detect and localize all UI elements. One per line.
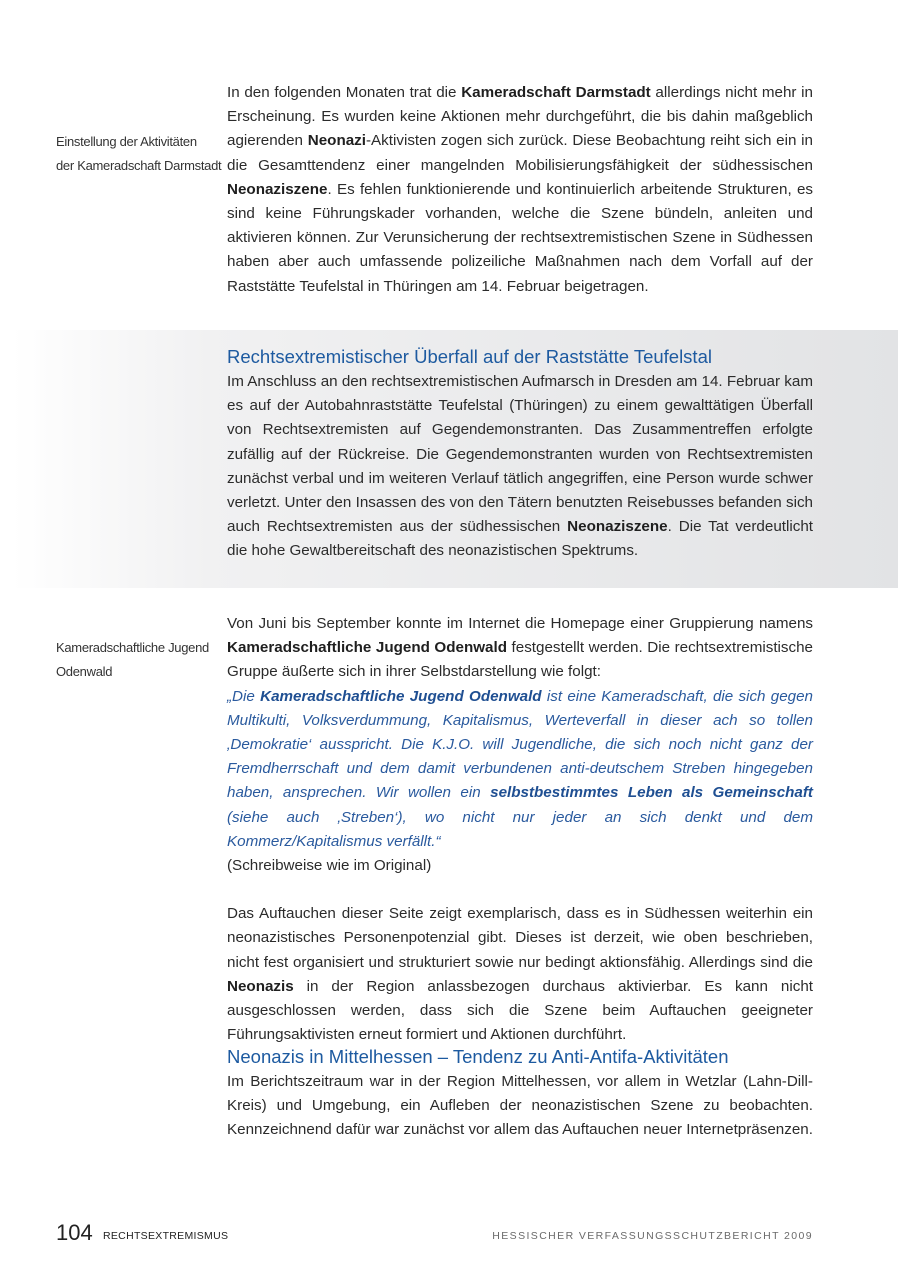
paragraph-text: Im Berichtszeitraum war in der Region Mittelhessen, vor allem in Wetzlar (Lahn-Dill-Kreis) und Umgebung, ein Aufleben der neonazistischen Szene zu beobachten. Kennzeichnend dafür war zunächst vor allem das Auftauchen neuer Internetpräsenzen. xyxy=(227,1073,813,1139)
margin-label-line: Odenwald xyxy=(56,664,113,679)
footer-section-title: RECHTSEXTREMISMUS xyxy=(103,1230,229,1242)
paragraph-text: Das Auftauchen dieser Seite zeigt exemplarisch, dass es in Südhessen weiterhin ein neonazistisches Personenpotenzial gibt. Dieses ist derzeit, wie oben beschrieben, nicht fest organisiert und strukturiert sowie nur bedingt aktionsfähig. Allerdings sind die Neonazis in der Region anlassbezogen durchaus aktivierbar. Es kann nicht ausgeschlossen werden, dass sich die Szene beim Auftauchen geeigneter Führungsaktivisten erneut formiert und Aktionen durchführt. xyxy=(227,905,813,1044)
quote-note: (Schreibweise wie im Original) xyxy=(227,857,432,875)
paragraph-darmstadt xyxy=(227,81,813,299)
section-mittelhessen xyxy=(227,1044,813,1143)
footer-publication-title: HESSISCHER VERFASSUNGSSCHUTZBERICHT 2009 xyxy=(492,1230,813,1242)
page-number: 104 xyxy=(56,1220,93,1245)
paragraph-text: Von Juni bis September konnte im Internet die Homepage einer Gruppierung namens Kameradschaftliche Jugend Odenwald festgestellt werden. Die rechtsextremistische Gruppe äußerte sich in ihrer Selbstdarstellung wie folgt: xyxy=(227,615,813,681)
margin-label-line: der Kameradschaft Darmstadt xyxy=(56,158,222,173)
info-box-text: Im Anschluss an den rechtsextremistischen Aufmarsch in Dresden am 14. Februar kam es auf der Autobahnraststätte Teufelstal (Thüringen) zu einem gewalttätigen Überfall von Rechtsextremisten auf Gegendemonstranten. Das Zusammentreffen erfolgte zufällig auf der Rückreise. Die Gegendemonstranten wurden von Rechtsextremisten zunächst verbal und im weiteren Verlauf tätlich angegriffen, eine Person wurde schwer verletzt. Unter den Insassen des von den Tätern benutzten Reisebusses befanden sich auch Rechtsextremisten aus der südhessischen Neonaziszene. Die Tat verdeutlicht die hohe Gewaltbereitschaft des neonazistischen Spektrums. xyxy=(227,373,813,560)
margin-label-line: Einstellung der Aktivitäten xyxy=(56,134,197,149)
paragraph-text: In den folgenden Monaten trat die Kameradschaft Darmstadt allerdings nicht mehr in Erscheinung. Es wurden keine Aktionen mehr durchgeführt, die bis dahin maßgeblich agierenden Neonazi-Aktivisten zogen sich zurück. Diese Beobachtung reiht sich ein in die Gesamttendenz einer mangelnden Mobilisierungsfähigkeit der südhessischen Neonaziszene. Es fehlen funktionierende und kontinuierlich arbeitende Strukturen, es sind keine Führungskader vorhanden, welche die Szene bündeln, anleiten und aktivieren können. Zur Verunsicherung der rechtsextremistischen Szene in Südhessen haben aber auch umfassende polizeiliche Maßnahmen nach dem Vorfall auf der Raststätte Teufelstal in Thüringen am 14. Februar beigetragen. xyxy=(227,84,814,295)
section-heading: Neonazis in Mittelhessen – Tendenz zu Anti-Antifa-Aktivitäten xyxy=(227,1046,729,1067)
paragraph-odenwald xyxy=(227,612,813,1047)
margin-label-line: Kameradschaftliche Jugend xyxy=(56,640,209,655)
info-box-heading: Rechtsextremistischer Überfall auf der Raststätte Teufelstal xyxy=(227,346,712,367)
margin-label-odenwald xyxy=(56,636,226,684)
info-box-teufelstal xyxy=(227,344,813,564)
quote-block: „Die Kameradschaftliche Jugend Odenwald ist eine Kameradschaft, die sich gegen Multikulti, Volksverdummung, Kapitalismus, Werteverfall in dieser ach so tollen ‚Demokratie‘ ausspricht. Die K.J.O. will Jugendliche, die sich noch nicht ganz der Fremdherrschaft und dem damit verbundenen anti-deutschem Streben hingegeben haben, ansprechen. Wir wollen ein selbstbestimmtes Leben als Gemeinschaft (siehe auch ‚Streben‘), wo nicht nur jeder an sich denkt und dem Kommerz/Kapitalismus verfällt.“ xyxy=(227,687,813,850)
margin-label-darmstadt xyxy=(56,130,226,178)
